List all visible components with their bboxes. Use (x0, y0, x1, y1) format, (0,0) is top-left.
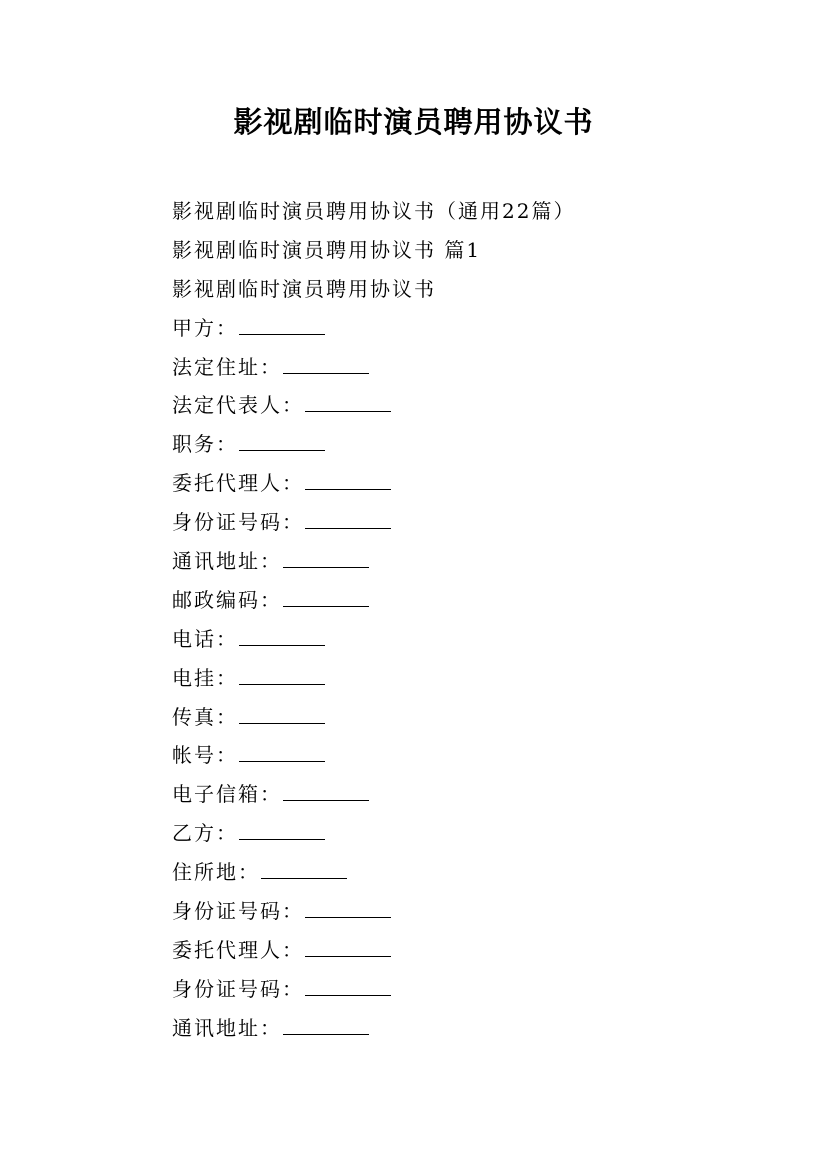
field-label: 住所地： (172, 860, 260, 885)
field-label: 身份证号码： (172, 976, 304, 1001)
form-field-line (172, 388, 772, 427)
form-field-line (172, 466, 772, 505)
field-label: 电话： (172, 626, 238, 651)
field-label: 职务： (172, 432, 238, 457)
field-label: 甲方： (172, 315, 238, 340)
field-label: 传真： (172, 704, 238, 729)
fill-in-blank (305, 897, 391, 918)
field-label: 电子信箱： (172, 782, 282, 807)
field-label: 法定住址： (172, 354, 282, 379)
document-body (172, 194, 772, 1050)
form-field-line (172, 311, 772, 350)
fill-in-blank (305, 469, 391, 490)
fill-in-blank (305, 508, 391, 529)
form-field-line (172, 1011, 772, 1050)
form-field-line (172, 738, 772, 777)
form-field-line (172, 855, 772, 894)
fill-in-blank (239, 625, 325, 646)
fill-in-blank (283, 353, 369, 374)
fill-in-blank (305, 936, 391, 957)
field-label: 通讯地址： (172, 1015, 282, 1040)
fill-in-blank (283, 547, 369, 568)
fill-in-blank (283, 586, 369, 607)
form-field-line (172, 700, 772, 739)
form-field-line (172, 894, 772, 933)
field-label: 通讯地址： (172, 549, 282, 574)
form-field-line (172, 933, 772, 972)
fill-in-blank (305, 975, 391, 996)
fill-in-blank (239, 819, 325, 840)
form-field-line (172, 777, 772, 816)
field-label: 帐号： (172, 743, 238, 768)
field-label: 电挂： (172, 665, 238, 690)
intro-line: 影视剧临时演员聘用协议书 (172, 276, 436, 301)
form-field-line (172, 661, 772, 700)
form-field-line (172, 544, 772, 583)
fill-in-blank (239, 314, 325, 335)
form-field-line (172, 427, 772, 466)
field-label: 身份证号码： (172, 899, 304, 924)
form-field-line (172, 583, 772, 622)
field-label: 邮政编码： (172, 587, 282, 612)
fill-in-blank (239, 664, 325, 685)
field-label: 委托代理人： (172, 937, 304, 962)
field-label: 法定代表人： (172, 393, 304, 418)
fill-in-blank (239, 430, 325, 451)
document-title: 影视剧临时演员聘用协议书 (233, 105, 594, 139)
fill-in-blank (283, 780, 369, 801)
form-field-line (172, 816, 772, 855)
fill-in-blank (239, 703, 325, 724)
field-label: 委托代理人： (172, 471, 304, 496)
field-label: 乙方： (172, 821, 238, 846)
intro-line: 影视剧临时演员聘用协议书（通用22篇） (172, 199, 576, 223)
fill-in-blank (283, 1014, 369, 1035)
fill-in-blank (239, 741, 325, 762)
fill-in-blank (305, 391, 391, 412)
form-field-line (172, 505, 772, 544)
form-field-line (172, 972, 772, 1011)
fill-in-blank (261, 858, 347, 879)
form-field-line (172, 622, 772, 661)
field-label: 身份证号码： (172, 510, 304, 535)
intro-line: 影视剧临时演员聘用协议书 篇1 (172, 237, 482, 262)
form-field-line (172, 350, 772, 389)
